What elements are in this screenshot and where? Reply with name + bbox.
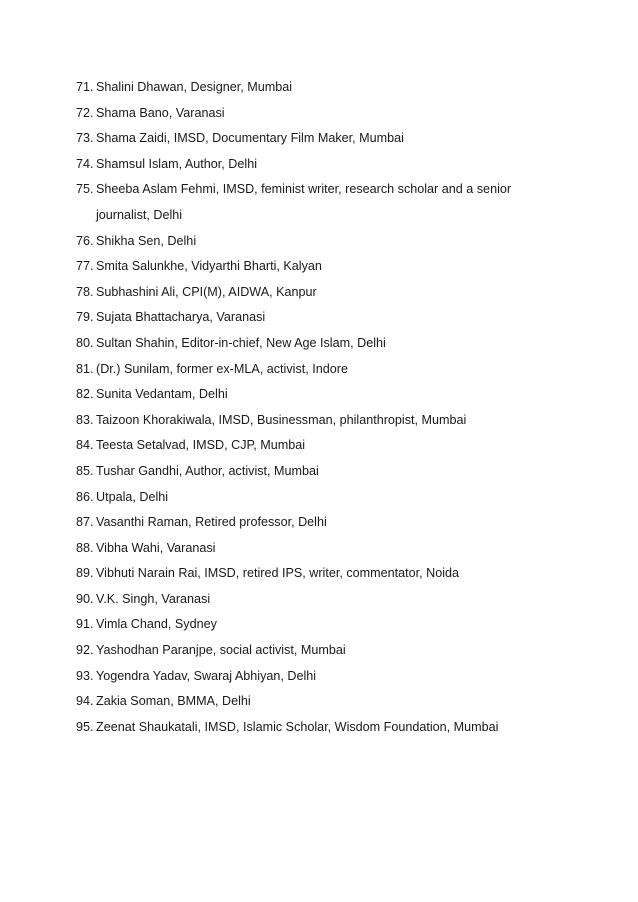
list-item xyxy=(76,612,556,638)
list-item xyxy=(76,510,556,536)
item-number: 81. xyxy=(76,361,94,376)
list-item xyxy=(76,638,556,664)
list-item xyxy=(76,459,556,485)
item-text: Shama Bano, Varanasi xyxy=(96,105,225,120)
item-number: 94. xyxy=(76,694,94,709)
list-item xyxy=(76,664,556,690)
list-item xyxy=(76,229,556,255)
item-number: 75. xyxy=(76,182,94,197)
item-text: Shikha Sen, Delhi xyxy=(96,233,197,248)
item-number: 90. xyxy=(76,591,94,606)
signatory-list xyxy=(76,75,556,740)
list-item xyxy=(76,587,556,613)
item-number: 86. xyxy=(76,489,94,504)
list-item xyxy=(76,280,556,306)
list-item xyxy=(76,689,556,715)
item-text: Vasanthi Raman, Retired professor, Delhi xyxy=(96,515,327,530)
item-text: Yogendra Yadav, Swaraj Abhiyan, Delhi xyxy=(96,668,317,683)
list-item xyxy=(76,485,556,511)
item-number: 72. xyxy=(76,105,94,120)
list-item xyxy=(76,305,556,331)
item-text: Tushar Gandhi, Author, activist, Mumbai xyxy=(96,463,319,478)
item-text: V.K. Singh, Varanasi xyxy=(96,591,211,606)
item-text: Vibha Wahi, Varanasi xyxy=(96,540,216,555)
item-text: Sultan Shahin, Editor-in-chief, New Age Islam, Delhi xyxy=(96,335,386,350)
item-number: 93. xyxy=(76,668,94,683)
item-text: Shama Zaidi, IMSD, Documentary Film Maker, Mumbai xyxy=(96,131,404,146)
list-item-continuation xyxy=(76,203,556,229)
list-item xyxy=(76,561,556,587)
item-text: Smita Salunkhe, Vidyarthi Bharti, Kalyan xyxy=(96,259,322,274)
item-text: Sheeba Aslam Fehmi, IMSD, feminist writer, research scholar and a senior xyxy=(96,182,512,197)
list-item xyxy=(76,715,556,741)
list-item xyxy=(76,177,556,203)
item-text: Yashodhan Paranjpe, social activist, Mumbai xyxy=(96,643,346,658)
item-number: 84. xyxy=(76,438,94,453)
item-number: 92. xyxy=(76,643,94,658)
item-number: 74. xyxy=(76,156,94,171)
list-item xyxy=(76,382,556,408)
list-item xyxy=(76,331,556,357)
item-number: 95. xyxy=(76,719,94,734)
item-text: Vimla Chand, Sydney xyxy=(96,617,217,632)
list-item xyxy=(76,75,556,101)
item-number: 83. xyxy=(76,412,94,427)
item-text: Taizoon Khorakiwala, IMSD, Businessman, philanthropist, Mumbai xyxy=(96,412,467,427)
list-item xyxy=(76,536,556,562)
item-number: 80. xyxy=(76,335,94,350)
item-text: Sunita Vedantam, Delhi xyxy=(96,387,228,402)
list-item xyxy=(76,126,556,152)
item-number: 85. xyxy=(76,463,94,478)
item-number: 78. xyxy=(76,284,94,299)
item-text: Sujata Bhattacharya, Varanasi xyxy=(96,310,266,325)
item-number: 89. xyxy=(76,566,94,581)
item-text: (Dr.) Sunilam, former ex-MLA, activist, Indore xyxy=(96,361,348,376)
list-item xyxy=(76,254,556,280)
list-item xyxy=(76,357,556,383)
item-number: 76. xyxy=(76,233,94,248)
item-number: 79. xyxy=(76,310,94,325)
item-number: 87. xyxy=(76,515,94,530)
item-text: Subhashini Ali, CPI(M), AIDWA, Kanpur xyxy=(96,284,317,299)
item-text: Teesta Setalvad, IMSD, CJP, Mumbai xyxy=(96,438,306,453)
item-text: Shalini Dhawan, Designer, Mumbai xyxy=(96,80,293,94)
list-item xyxy=(76,101,556,127)
item-text: Shamsul Islam, Author, Delhi xyxy=(96,156,257,171)
list-item xyxy=(76,408,556,434)
item-number: 82. xyxy=(76,387,94,402)
item-number: 71. xyxy=(76,80,94,94)
item-number: 91. xyxy=(76,617,94,632)
item-text: Vibhuti Narain Rai, IMSD, retired IPS, writer, commentator, Noida xyxy=(96,566,460,581)
item-text: Zakia Soman, BMMA, Delhi xyxy=(96,694,251,709)
item-text: Zeenat Shaukatali, IMSD, Islamic Scholar, Wisdom Foundation, Mumbai xyxy=(96,719,499,734)
list-item xyxy=(76,152,556,178)
item-text: Utpala, Delhi xyxy=(96,489,169,504)
item-text-continuation: journalist, Delhi xyxy=(96,207,183,222)
item-number: 73. xyxy=(76,131,94,146)
item-number: 88. xyxy=(76,540,94,555)
item-number: 77. xyxy=(76,259,94,274)
list-item xyxy=(76,433,556,459)
